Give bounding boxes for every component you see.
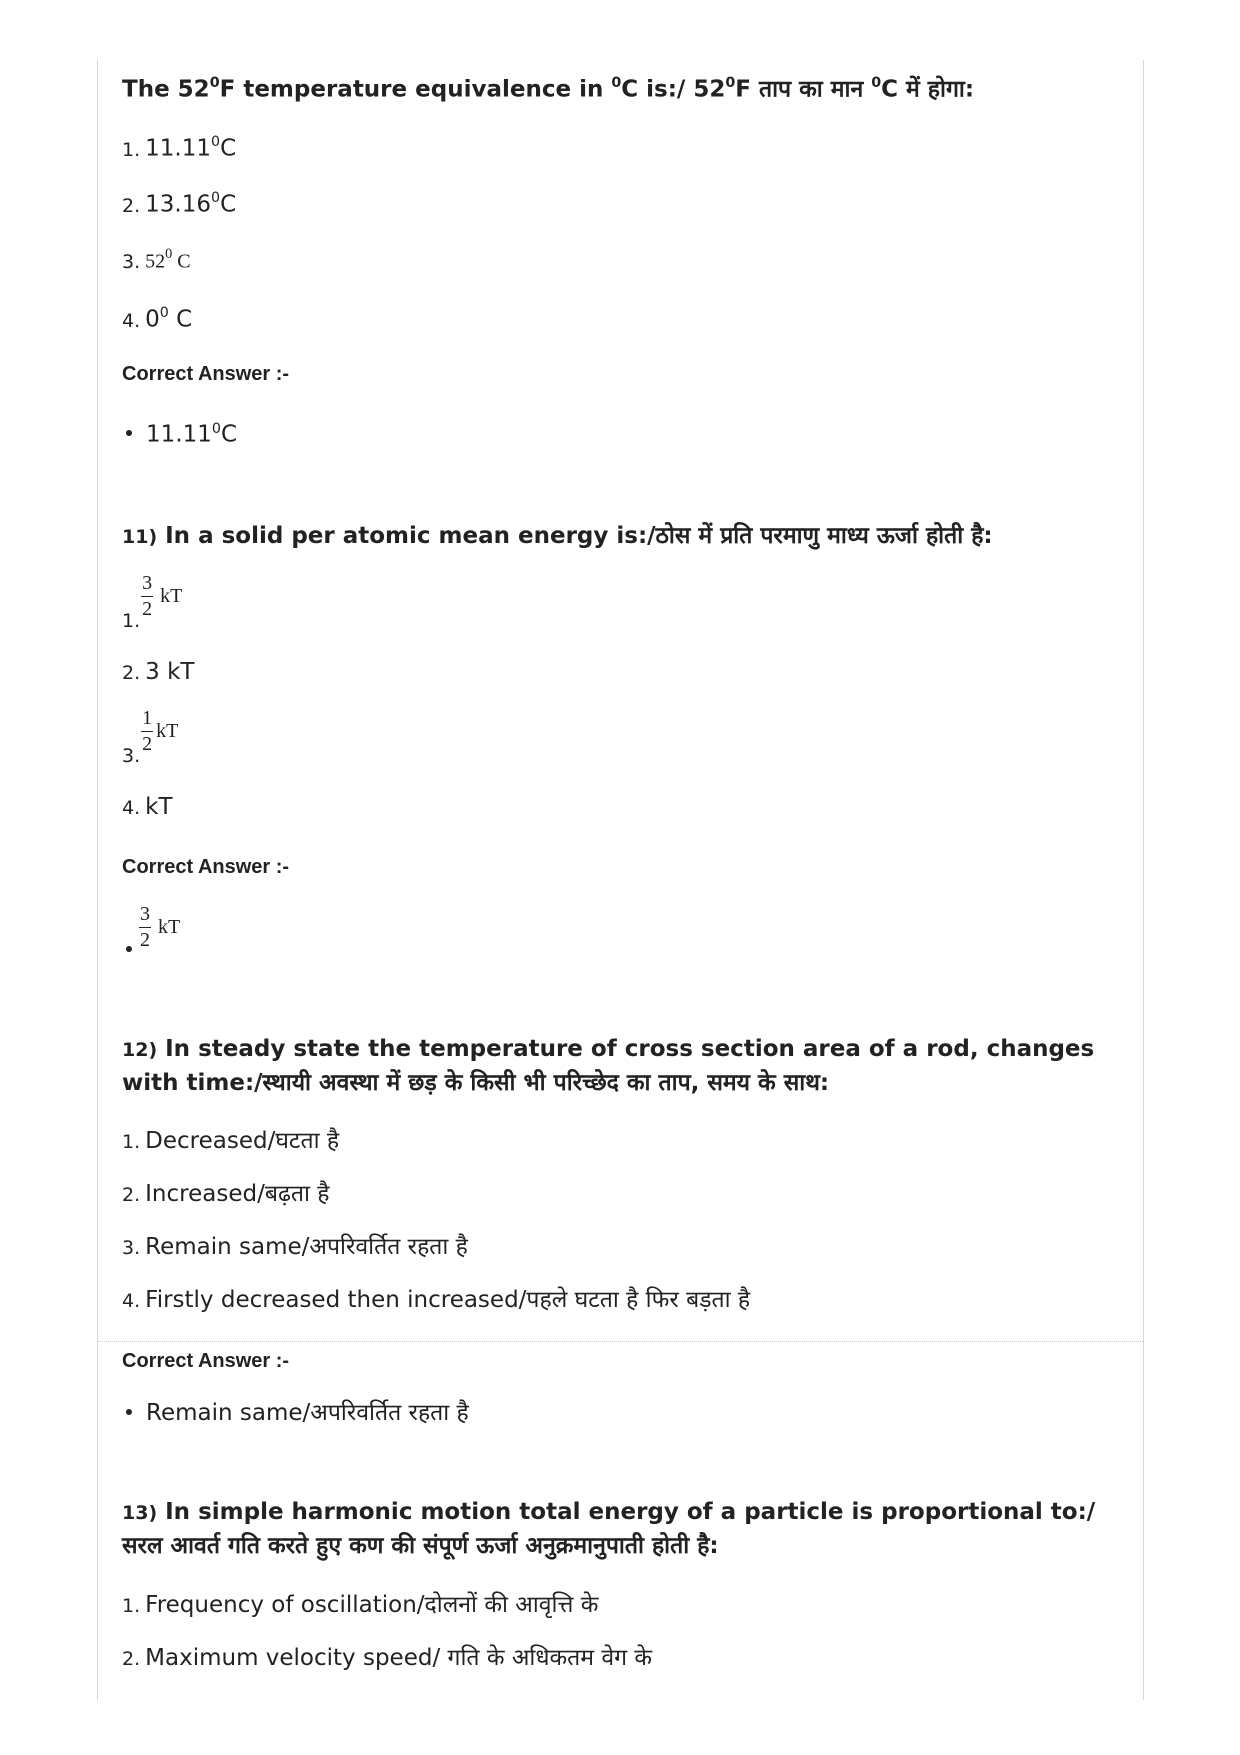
question-11-option-1: 1. 3 2 kT bbox=[122, 572, 195, 632]
question-11-answer bbox=[122, 903, 193, 963]
question-10-option-4: 4. $0^0$ C bbox=[122, 305, 193, 333]
question-10-answer: 11.11$^0$C bbox=[122, 414, 237, 450]
page-border-right bbox=[1143, 60, 1144, 1700]
bullet-icon bbox=[126, 1409, 132, 1415]
fraction-three-halves-kt: 3 2 kT bbox=[142, 572, 183, 620]
question-12-option-3: 3. Remain same/अपरिवर्तित रहता है bbox=[122, 1234, 468, 1260]
question-11-option-4: 4. kT bbox=[122, 794, 173, 820]
bullet-icon bbox=[126, 430, 132, 436]
correct-answer-label: Correct Answer :- bbox=[122, 363, 290, 385]
correct-answer-label: Correct Answer :- bbox=[122, 1350, 290, 1372]
question-12-title: 12) In steady state the temperature of cross section area of a rod, changes with time:/स्थायी अवस्था में छड़ के किसी भी परिच्छेद का ताप, समय के साथ: bbox=[122, 1036, 1095, 1096]
correct-answer-label: Correct Answer :- bbox=[122, 856, 290, 878]
fraction-one-half-kt: 1 2 kT bbox=[142, 707, 179, 755]
question-10-option-3: 3. $52^0$ C bbox=[122, 246, 191, 273]
bullet-icon bbox=[126, 946, 132, 952]
question-10-option-2: 2. 13.16$^0$C bbox=[122, 190, 237, 218]
question-12-answer: Remain same/अपरिवर्तित रहता है bbox=[122, 1398, 469, 1428]
question-11-title: 11) In a solid per atomic mean energy is:/ठोस में प्रति परमाणु माध्य ऊर्जा होती है: bbox=[122, 523, 993, 549]
question-12-option-2: 2. Increased/बढ़ता है bbox=[122, 1181, 330, 1207]
fraction-three-halves-kt: 3 2 kT bbox=[140, 903, 181, 951]
question-12-option-4: 4. Firstly decreased then increased/पहले घटता है फिर बड़ता है bbox=[122, 1287, 751, 1313]
question-10-option-1: 1. 11.11$^0$C bbox=[122, 134, 237, 162]
question-13-option-2: 2. Maximum velocity speed/ गति के अधिकतम वेग के bbox=[122, 1645, 653, 1671]
divider bbox=[97, 1341, 1143, 1342]
question-10-title: The $52^0F$ temperature equivalence in $^0$C is:/ $52^0F$ ताप का मान $^0$C में होगा: bbox=[122, 75, 975, 103]
question-11-option-3: 3. 1 2 kT bbox=[122, 707, 188, 767]
question-12-option-1: 1. Decreased/घटता है bbox=[122, 1128, 340, 1154]
question-11-option-2: 2. 3 kT bbox=[122, 659, 195, 685]
question-13-title: 13) In simple harmonic motion total energy of a particle is proportional to:/ सरल आवर्त गति करते हुए कण की संपूर्ण ऊर्जा अनुक्रमानुपाती होती है: bbox=[122, 1499, 1096, 1559]
question-13-option-1: 1. Frequency of oscillation/दोलनों की आवृत्ति के bbox=[122, 1592, 599, 1618]
page-border-left bbox=[97, 60, 98, 1700]
